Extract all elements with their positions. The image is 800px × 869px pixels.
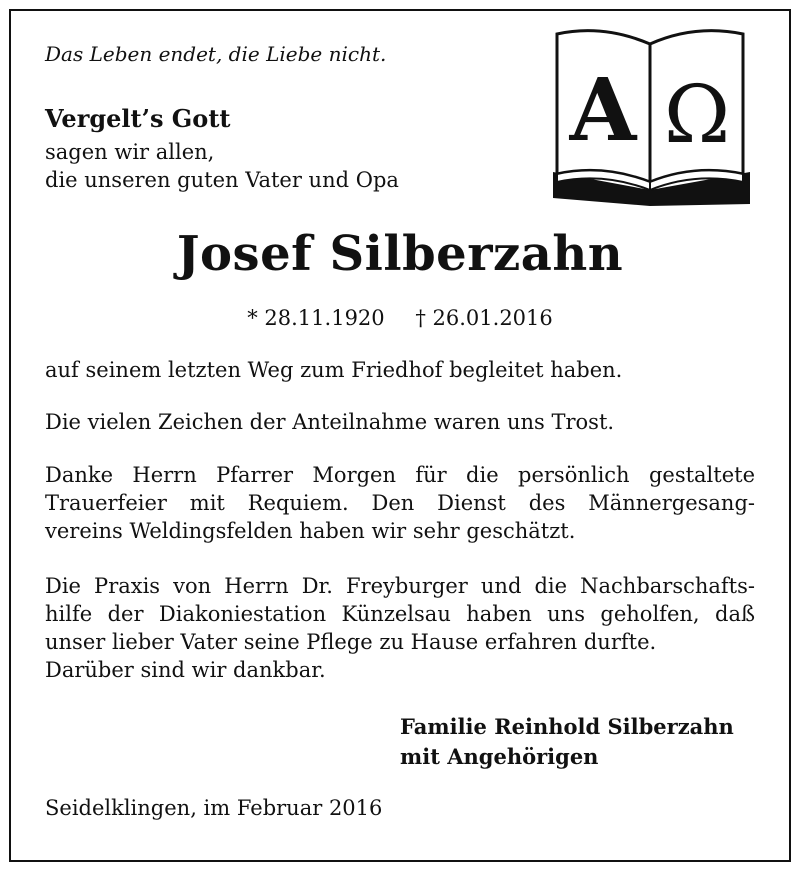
open-book-alpha-omega-icon	[545, 22, 755, 207]
paragraph-4	[45, 572, 755, 684]
paragraph-line: Die vielen Zeichen der Anteilnahme waren uns Trost.	[45, 410, 615, 434]
deceased-name: Josef Silberzahn	[176, 226, 624, 282]
paragraph-3	[45, 461, 755, 545]
paragraph-line: vereins Weldingsfelden haben wir sehr geschätzt.	[45, 519, 576, 543]
birth-date: * 28.11.1920	[247, 306, 385, 330]
paragraph-line: hilfe der Diakoniestation Künzelsau haben uns geholfen, daß	[45, 602, 755, 626]
paragraph-line: unser lieber Vater seine Pflege zu Hause erfahren durfte.	[45, 630, 657, 654]
death-date: † 26.01.2016	[415, 306, 553, 330]
paragraph-line: Die Praxis von Herrn Dr. Freyburger und die Nachbarschafts-	[45, 574, 755, 598]
paragraph-1	[45, 356, 755, 384]
paragraph-line: Danke Herrn Pfarrer Morgen für die persönlich gestaltete	[45, 463, 755, 487]
motto: Das Leben endet, die Liebe nicht.	[45, 42, 387, 66]
thanks-line-1: sagen wir allen,	[45, 140, 215, 164]
omega-glyph: Ω	[663, 68, 731, 161]
paragraph-line: Darüber sind wir dankbar.	[45, 658, 326, 682]
thanks-heading: Vergelt’s Gott	[45, 104, 231, 133]
paragraph-2	[45, 408, 755, 436]
paragraph-line: auf seinem letzten Weg zum Friedhof begleitet haben.	[45, 358, 623, 382]
signature-family: Familie Reinhold Silberzahn	[400, 714, 734, 739]
place-and-date: Seidelklingen, im Februar 2016	[45, 796, 383, 820]
paragraph-line: Trauerfeier mit Requiem. Den Dienst des Männergesang-	[45, 491, 755, 515]
alpha-glyph: A	[569, 60, 637, 161]
life-dates	[0, 306, 800, 330]
signature-relatives: mit Angehörigen	[400, 744, 599, 769]
thanks-line-2: die unseren guten Vater und Opa	[45, 168, 399, 192]
